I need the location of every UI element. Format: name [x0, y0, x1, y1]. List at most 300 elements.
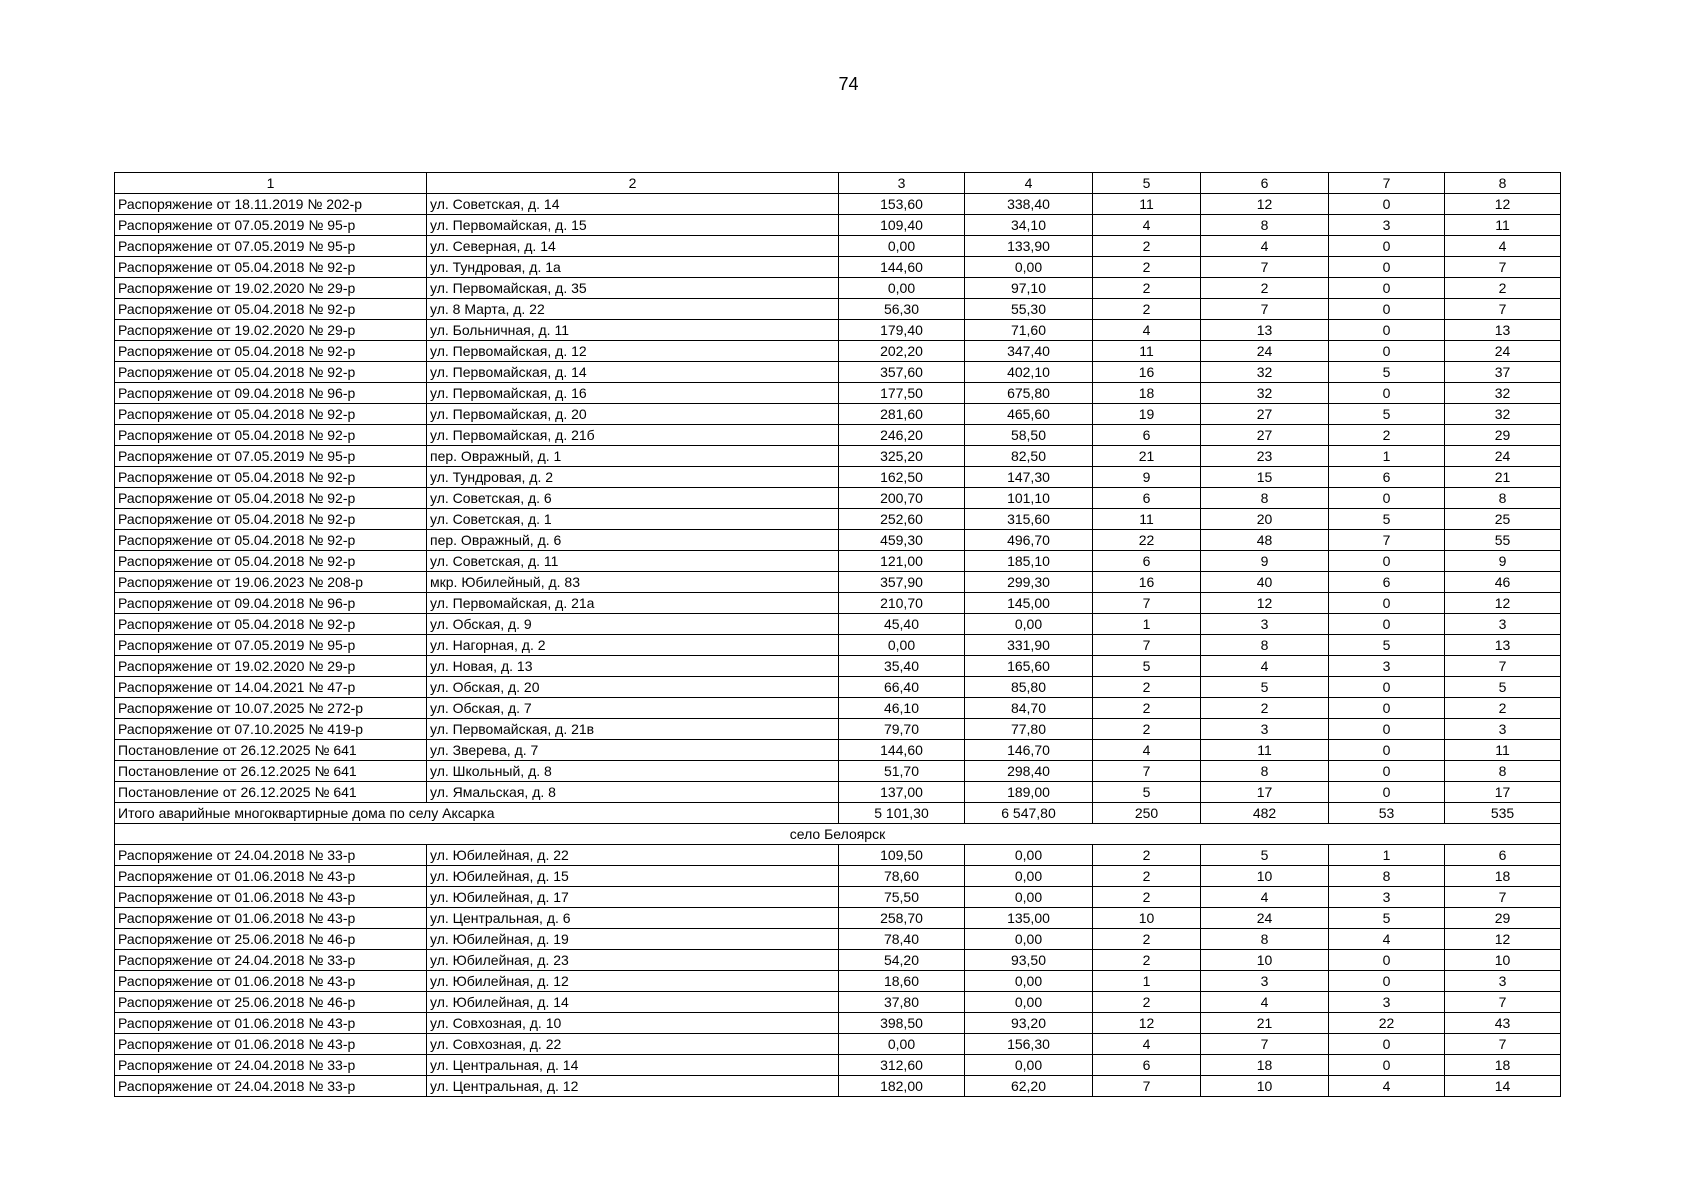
- value-cell: 8: [1329, 866, 1445, 887]
- address-cell: ул. Совхозная, д. 22: [427, 1034, 839, 1055]
- value-cell: 6: [1329, 572, 1445, 593]
- value-cell: 18: [1201, 1055, 1329, 1076]
- value-cell: 133,90: [965, 236, 1093, 257]
- address-cell: ул. Центральная, д. 12: [427, 1076, 839, 1097]
- address-cell: пер. Овражный, д. 6: [427, 530, 839, 551]
- value-cell: 0,00: [839, 635, 965, 656]
- address-cell: ул. 8 Марта, д. 22: [427, 299, 839, 320]
- total-value: 6 547,80: [965, 803, 1093, 824]
- value-cell: 55,30: [965, 299, 1093, 320]
- column-number: 7: [1329, 173, 1445, 194]
- value-cell: 5: [1329, 404, 1445, 425]
- value-cell: 3: [1201, 971, 1329, 992]
- value-cell: 84,70: [965, 698, 1093, 719]
- value-cell: 2: [1093, 719, 1201, 740]
- document-cell: Распоряжение от 10.07.2025 № 272-р: [115, 698, 427, 719]
- address-cell: ул. Юбилейная, д. 12: [427, 971, 839, 992]
- value-cell: 182,00: [839, 1076, 965, 1097]
- value-cell: 2: [1445, 698, 1561, 719]
- value-cell: 5: [1093, 782, 1201, 803]
- column-number: 4: [965, 173, 1093, 194]
- table-row: [115, 782, 1561, 803]
- address-cell: ул. Юбилейная, д. 17: [427, 887, 839, 908]
- value-cell: 135,00: [965, 908, 1093, 929]
- total-row: [115, 803, 1561, 824]
- value-cell: 32: [1201, 362, 1329, 383]
- value-cell: 3: [1201, 614, 1329, 635]
- value-cell: 29: [1445, 425, 1561, 446]
- address-cell: ул. Первомайская, д. 35: [427, 278, 839, 299]
- registry-table-body: [115, 173, 1561, 1097]
- value-cell: 145,00: [965, 593, 1093, 614]
- value-cell: 3: [1329, 992, 1445, 1013]
- document-cell: Распоряжение от 07.05.2019 № 95-р: [115, 236, 427, 257]
- value-cell: 0: [1329, 236, 1445, 257]
- address-cell: ул. Советская, д. 14: [427, 194, 839, 215]
- value-cell: 2: [1093, 257, 1201, 278]
- value-cell: 338,40: [965, 194, 1093, 215]
- document-cell: Распоряжение от 24.04.2018 № 33-р: [115, 950, 427, 971]
- value-cell: 7: [1445, 992, 1561, 1013]
- value-cell: 4: [1093, 1034, 1201, 1055]
- value-cell: 2: [1093, 992, 1201, 1013]
- value-cell: 185,10: [965, 551, 1093, 572]
- value-cell: 54,20: [839, 950, 965, 971]
- address-cell: ул. Первомайская, д. 16: [427, 383, 839, 404]
- column-number: 8: [1445, 173, 1561, 194]
- document-cell: Постановление от 26.12.2025 № 641: [115, 761, 427, 782]
- value-cell: 11: [1445, 740, 1561, 761]
- value-cell: 7: [1093, 593, 1201, 614]
- value-cell: 398,50: [839, 1013, 965, 1034]
- address-cell: ул. Обская, д. 20: [427, 677, 839, 698]
- value-cell: 144,60: [839, 257, 965, 278]
- value-cell: 0: [1329, 677, 1445, 698]
- table-row: [115, 761, 1561, 782]
- value-cell: 45,40: [839, 614, 965, 635]
- document-cell: Распоряжение от 05.04.2018 № 92-р: [115, 551, 427, 572]
- value-cell: 4: [1093, 215, 1201, 236]
- value-cell: 11: [1093, 194, 1201, 215]
- value-cell: 177,50: [839, 383, 965, 404]
- section-row: [115, 824, 1561, 845]
- value-cell: 4: [1093, 320, 1201, 341]
- address-cell: ул. Новая, д. 13: [427, 656, 839, 677]
- address-cell: ул. Школьный, д. 8: [427, 761, 839, 782]
- value-cell: 101,10: [965, 488, 1093, 509]
- value-cell: 75,50: [839, 887, 965, 908]
- value-cell: 4: [1093, 740, 1201, 761]
- value-cell: 4: [1201, 656, 1329, 677]
- address-cell: пер. Овражный, д. 1: [427, 446, 839, 467]
- value-cell: 3: [1445, 971, 1561, 992]
- value-cell: 0,00: [965, 971, 1093, 992]
- value-cell: 12: [1445, 929, 1561, 950]
- value-cell: 27: [1201, 425, 1329, 446]
- value-cell: 46: [1445, 572, 1561, 593]
- table-row: [115, 656, 1561, 677]
- address-cell: ул. Центральная, д. 6: [427, 908, 839, 929]
- value-cell: 7: [1093, 635, 1201, 656]
- column-number: 6: [1201, 173, 1329, 194]
- value-cell: 37,80: [839, 992, 965, 1013]
- value-cell: 3: [1329, 656, 1445, 677]
- value-cell: 12: [1201, 593, 1329, 614]
- address-cell: ул. Центральная, д. 14: [427, 1055, 839, 1076]
- value-cell: 9: [1201, 551, 1329, 572]
- total-value: 250: [1093, 803, 1201, 824]
- value-cell: 0: [1329, 1034, 1445, 1055]
- value-cell: 19: [1093, 404, 1201, 425]
- value-cell: 1: [1093, 614, 1201, 635]
- address-cell: ул. Совхозная, д. 10: [427, 1013, 839, 1034]
- value-cell: 29: [1445, 908, 1561, 929]
- value-cell: 7: [1445, 1034, 1561, 1055]
- address-cell: ул. Первомайская, д. 21а: [427, 593, 839, 614]
- value-cell: 5: [1329, 362, 1445, 383]
- value-cell: 7: [1445, 656, 1561, 677]
- value-cell: 20: [1201, 509, 1329, 530]
- value-cell: 0,00: [965, 929, 1093, 950]
- value-cell: 6: [1093, 1055, 1201, 1076]
- value-cell: 179,40: [839, 320, 965, 341]
- table-row: [115, 236, 1561, 257]
- value-cell: 4: [1201, 992, 1329, 1013]
- value-cell: 357,60: [839, 362, 965, 383]
- value-cell: 2: [1093, 236, 1201, 257]
- table-row: [115, 530, 1561, 551]
- address-cell: ул. Юбилейная, д. 23: [427, 950, 839, 971]
- document-cell: Распоряжение от 05.04.2018 № 92-р: [115, 509, 427, 530]
- document-cell: Распоряжение от 05.04.2018 № 92-р: [115, 404, 427, 425]
- value-cell: 0,00: [965, 257, 1093, 278]
- value-cell: 0,00: [965, 887, 1093, 908]
- value-cell: 2: [1093, 887, 1201, 908]
- column-number: 2: [427, 173, 839, 194]
- total-value: 482: [1201, 803, 1329, 824]
- value-cell: 298,40: [965, 761, 1093, 782]
- value-cell: 22: [1329, 1013, 1445, 1034]
- value-cell: 10: [1201, 1076, 1329, 1097]
- value-cell: 48: [1201, 530, 1329, 551]
- value-cell: 55: [1445, 530, 1561, 551]
- document-cell: Распоряжение от 07.05.2019 № 95-р: [115, 635, 427, 656]
- value-cell: 79,70: [839, 719, 965, 740]
- table-row: [115, 257, 1561, 278]
- total-value: 535: [1445, 803, 1561, 824]
- value-cell: 23: [1201, 446, 1329, 467]
- value-cell: 51,70: [839, 761, 965, 782]
- document-cell: Распоряжение от 01.06.2018 № 43-р: [115, 1034, 427, 1055]
- value-cell: 77,80: [965, 719, 1093, 740]
- table-row: [115, 845, 1561, 866]
- value-cell: 5: [1201, 677, 1329, 698]
- document-cell: Распоряжение от 01.06.2018 № 43-р: [115, 866, 427, 887]
- value-cell: 0: [1329, 950, 1445, 971]
- document-cell: Распоряжение от 01.06.2018 № 43-р: [115, 887, 427, 908]
- document-cell: Распоряжение от 05.04.2018 № 92-р: [115, 257, 427, 278]
- value-cell: 0: [1329, 299, 1445, 320]
- value-cell: 465,60: [965, 404, 1093, 425]
- value-cell: 299,30: [965, 572, 1093, 593]
- document-cell: Распоряжение от 19.06.2023 № 208-р: [115, 572, 427, 593]
- value-cell: 32: [1445, 383, 1561, 404]
- value-cell: 7: [1445, 299, 1561, 320]
- page-number: 74: [838, 74, 859, 94]
- value-cell: 97,10: [965, 278, 1093, 299]
- column-number: 5: [1093, 173, 1201, 194]
- value-cell: 165,60: [965, 656, 1093, 677]
- document-cell: Распоряжение от 07.05.2019 № 95-р: [115, 215, 427, 236]
- value-cell: 7: [1445, 887, 1561, 908]
- column-number: 1: [115, 173, 427, 194]
- table-row: [115, 404, 1561, 425]
- table-row: [115, 614, 1561, 635]
- value-cell: 0: [1329, 1055, 1445, 1076]
- section-title: село Белоярск: [115, 824, 1561, 845]
- address-cell: ул. Первомайская, д. 21в: [427, 719, 839, 740]
- address-cell: ул. Больничная, д. 11: [427, 320, 839, 341]
- document-cell: Распоряжение от 05.04.2018 № 92-р: [115, 299, 427, 320]
- value-cell: 10: [1201, 866, 1329, 887]
- value-cell: 156,30: [965, 1034, 1093, 1055]
- value-cell: 0: [1329, 761, 1445, 782]
- value-cell: 12: [1445, 194, 1561, 215]
- document-cell: Распоряжение от 14.04.2021 № 47-р: [115, 677, 427, 698]
- value-cell: 5: [1201, 845, 1329, 866]
- value-cell: 71,60: [965, 320, 1093, 341]
- document-cell: Распоряжение от 19.02.2020 № 29-р: [115, 278, 427, 299]
- value-cell: 56,30: [839, 299, 965, 320]
- value-cell: 347,40: [965, 341, 1093, 362]
- registry-table: [114, 172, 1561, 1097]
- value-cell: 11: [1201, 740, 1329, 761]
- document-cell: Распоряжение от 05.04.2018 № 92-р: [115, 488, 427, 509]
- address-cell: ул. Юбилейная, д. 22: [427, 845, 839, 866]
- value-cell: 18: [1093, 383, 1201, 404]
- document-cell: Распоряжение от 19.02.2020 № 29-р: [115, 656, 427, 677]
- value-cell: 146,70: [965, 740, 1093, 761]
- table-row: [115, 1055, 1561, 1076]
- value-cell: 16: [1093, 572, 1201, 593]
- value-cell: 18: [1445, 1055, 1561, 1076]
- address-cell: ул. Советская, д. 6: [427, 488, 839, 509]
- document-cell: Распоряжение от 07.05.2019 № 95-р: [115, 446, 427, 467]
- value-cell: 9: [1093, 467, 1201, 488]
- address-cell: ул. Тундровая, д. 1а: [427, 257, 839, 278]
- value-cell: 27: [1201, 404, 1329, 425]
- table-row: [115, 362, 1561, 383]
- value-cell: 24: [1445, 341, 1561, 362]
- value-cell: 21: [1093, 446, 1201, 467]
- value-cell: 459,30: [839, 530, 965, 551]
- address-cell: ул. Первомайская, д. 15: [427, 215, 839, 236]
- value-cell: 78,60: [839, 866, 965, 887]
- table-row: [115, 383, 1561, 404]
- value-cell: 7: [1329, 530, 1445, 551]
- table-row: [115, 908, 1561, 929]
- value-cell: 21: [1201, 1013, 1329, 1034]
- value-cell: 18,60: [839, 971, 965, 992]
- address-cell: ул. Юбилейная, д. 15: [427, 866, 839, 887]
- value-cell: 5: [1093, 656, 1201, 677]
- value-cell: 2: [1445, 278, 1561, 299]
- value-cell: 2: [1201, 278, 1329, 299]
- address-cell: ул. Тундровая, д. 2: [427, 467, 839, 488]
- value-cell: 17: [1201, 782, 1329, 803]
- table-row: [115, 866, 1561, 887]
- value-cell: 7: [1201, 257, 1329, 278]
- value-cell: 43: [1445, 1013, 1561, 1034]
- document-cell: Постановление от 26.12.2025 № 641: [115, 740, 427, 761]
- value-cell: 9: [1445, 551, 1561, 572]
- value-cell: 4: [1201, 887, 1329, 908]
- value-cell: 0,00: [965, 992, 1093, 1013]
- value-cell: 6: [1329, 467, 1445, 488]
- address-cell: ул. Нагорная, д. 2: [427, 635, 839, 656]
- value-cell: 8: [1445, 488, 1561, 509]
- address-cell: ул. Зверева, д. 7: [427, 740, 839, 761]
- value-cell: 46,10: [839, 698, 965, 719]
- value-cell: 2: [1329, 425, 1445, 446]
- document-cell: Распоряжение от 05.04.2018 № 92-р: [115, 530, 427, 551]
- table-row: [115, 320, 1561, 341]
- value-cell: 8: [1201, 761, 1329, 782]
- value-cell: 11: [1445, 215, 1561, 236]
- value-cell: 7: [1093, 1076, 1201, 1097]
- value-cell: 147,30: [965, 467, 1093, 488]
- value-cell: 93,20: [965, 1013, 1093, 1034]
- value-cell: 0,00: [965, 614, 1093, 635]
- value-cell: 1: [1329, 446, 1445, 467]
- value-cell: 13: [1445, 320, 1561, 341]
- value-cell: 2: [1093, 845, 1201, 866]
- value-cell: 496,70: [965, 530, 1093, 551]
- document-cell: Распоряжение от 18.11.2019 № 202-р: [115, 194, 427, 215]
- value-cell: 8: [1445, 761, 1561, 782]
- value-cell: 0: [1329, 383, 1445, 404]
- value-cell: 0: [1329, 341, 1445, 362]
- value-cell: 281,60: [839, 404, 965, 425]
- table-row: [115, 950, 1561, 971]
- value-cell: 6: [1093, 488, 1201, 509]
- value-cell: 10: [1445, 950, 1561, 971]
- value-cell: 162,50: [839, 467, 965, 488]
- value-cell: 675,80: [965, 383, 1093, 404]
- table-row: [115, 488, 1561, 509]
- value-cell: 315,60: [965, 509, 1093, 530]
- value-cell: 8: [1201, 635, 1329, 656]
- document-cell: Распоряжение от 05.04.2018 № 92-р: [115, 467, 427, 488]
- address-cell: ул. Северная, д. 14: [427, 236, 839, 257]
- value-cell: 0: [1329, 488, 1445, 509]
- address-cell: ул. Обская, д. 9: [427, 614, 839, 635]
- table-row: [115, 425, 1561, 446]
- table-row: [115, 215, 1561, 236]
- table-row: [115, 719, 1561, 740]
- value-cell: 32: [1445, 404, 1561, 425]
- document-cell: Распоряжение от 05.04.2018 № 92-р: [115, 425, 427, 446]
- value-cell: 200,70: [839, 488, 965, 509]
- table-row: [115, 341, 1561, 362]
- value-cell: 16: [1093, 362, 1201, 383]
- value-cell: 85,80: [965, 677, 1093, 698]
- address-cell: ул. Первомайская, д. 14: [427, 362, 839, 383]
- document-cell: Распоряжение от 01.06.2018 № 43-р: [115, 1013, 427, 1034]
- value-cell: 0,00: [839, 236, 965, 257]
- value-cell: 0,00: [965, 845, 1093, 866]
- table-row: [115, 698, 1561, 719]
- document-cell: Распоряжение от 24.04.2018 № 33-р: [115, 1055, 427, 1076]
- value-cell: 7: [1093, 761, 1201, 782]
- value-cell: 34,10: [965, 215, 1093, 236]
- value-cell: 14: [1445, 1076, 1561, 1097]
- value-cell: 4: [1329, 929, 1445, 950]
- value-cell: 32: [1201, 383, 1329, 404]
- table-row: [115, 992, 1561, 1013]
- address-cell: мкр. Юбилейный, д. 83: [427, 572, 839, 593]
- value-cell: 2: [1093, 929, 1201, 950]
- value-cell: 153,60: [839, 194, 965, 215]
- value-cell: 10: [1201, 950, 1329, 971]
- value-cell: 331,90: [965, 635, 1093, 656]
- value-cell: 93,50: [965, 950, 1093, 971]
- value-cell: 62,20: [965, 1076, 1093, 1097]
- value-cell: 2: [1093, 299, 1201, 320]
- value-cell: 5: [1329, 635, 1445, 656]
- table-row: [115, 551, 1561, 572]
- value-cell: 15: [1201, 467, 1329, 488]
- value-cell: 0,00: [965, 866, 1093, 887]
- document-cell: Распоряжение от 01.06.2018 № 43-р: [115, 908, 427, 929]
- value-cell: 24: [1445, 446, 1561, 467]
- value-cell: 0: [1329, 971, 1445, 992]
- value-cell: 252,60: [839, 509, 965, 530]
- value-cell: 6: [1445, 845, 1561, 866]
- value-cell: 4: [1329, 1076, 1445, 1097]
- value-cell: 0: [1329, 740, 1445, 761]
- document-cell: Распоряжение от 05.04.2018 № 92-р: [115, 614, 427, 635]
- value-cell: 37: [1445, 362, 1561, 383]
- total-value: 5 101,30: [839, 803, 965, 824]
- value-cell: 22: [1093, 530, 1201, 551]
- value-cell: 6: [1093, 425, 1201, 446]
- table-row: [115, 1076, 1561, 1097]
- value-cell: 325,20: [839, 446, 965, 467]
- value-cell: 246,20: [839, 425, 965, 446]
- value-cell: 1: [1093, 971, 1201, 992]
- value-cell: 0: [1329, 320, 1445, 341]
- document-cell: Распоряжение от 25.06.2018 № 46-р: [115, 929, 427, 950]
- value-cell: 2: [1093, 950, 1201, 971]
- value-cell: 8: [1201, 215, 1329, 236]
- address-cell: ул. Юбилейная, д. 19: [427, 929, 839, 950]
- value-cell: 5: [1445, 677, 1561, 698]
- document-cell: Распоряжение от 24.04.2018 № 33-р: [115, 1076, 427, 1097]
- value-cell: 8: [1201, 488, 1329, 509]
- value-cell: 12: [1093, 1013, 1201, 1034]
- address-cell: ул. Первомайская, д. 12: [427, 341, 839, 362]
- value-cell: 3: [1329, 887, 1445, 908]
- table-row: [115, 929, 1561, 950]
- value-cell: 144,60: [839, 740, 965, 761]
- value-cell: 11: [1093, 509, 1201, 530]
- table-row: [115, 446, 1561, 467]
- value-cell: 7: [1445, 257, 1561, 278]
- table-row: [115, 509, 1561, 530]
- value-cell: 3: [1329, 215, 1445, 236]
- document-cell: Распоряжение от 09.04.2018 № 96-р: [115, 383, 427, 404]
